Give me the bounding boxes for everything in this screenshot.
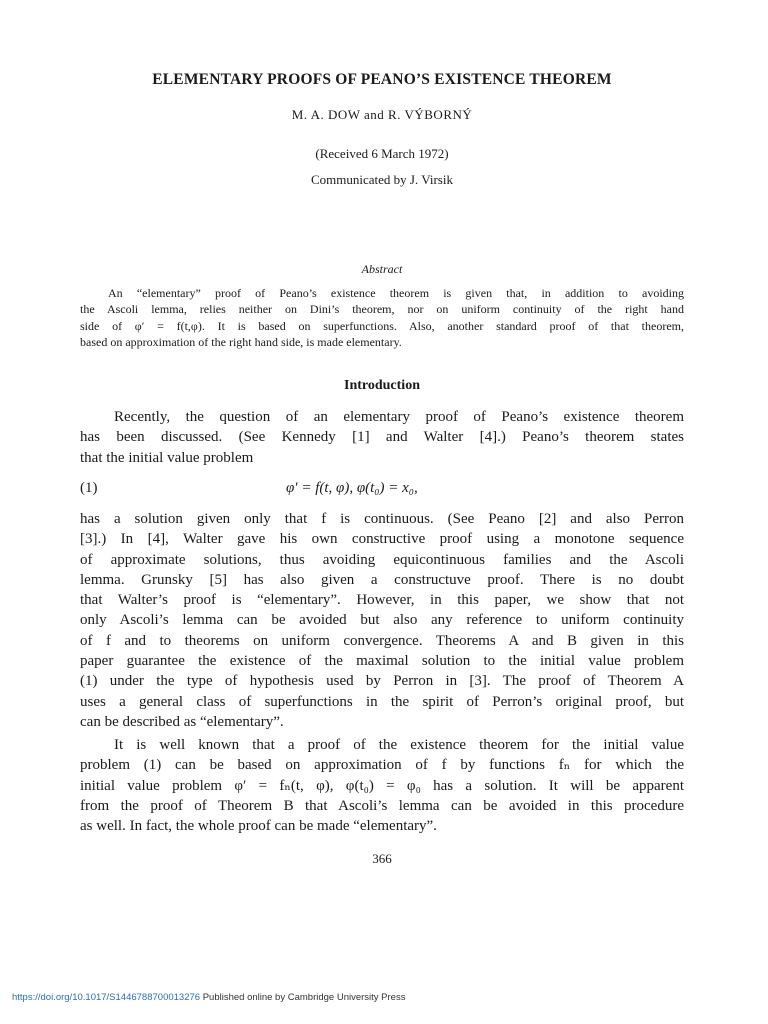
paper-title: ELEMENTARY PROOFS OF PEANO’S EXISTENCE THEOREM	[152, 71, 612, 88]
abstract-heading: Abstract	[361, 262, 403, 276]
text-line: lemma. Grunsky [5] has also given a constructuve proof. There is no doubt	[80, 571, 684, 588]
abstract-line: side of φ′ = f(t,φ). It is based on superfunctions. Also, another standard proof of that theorem,	[80, 318, 684, 333]
abstract-line: An “elementary” proof of Peano’s existence theorem is given that, in addition to avoiding	[108, 286, 684, 300]
text-line: [3].) In [4], Walter gave his own constructive proof using a monotone sequence	[80, 531, 684, 548]
publisher-note: Published online by Cambridge University Press	[200, 992, 406, 1003]
page-number: 366	[372, 851, 392, 866]
intro-paragraph-2	[80, 509, 684, 732]
text-line: that Walter’s proof is “elementary”. However, in this paper, we show that not	[80, 592, 684, 609]
equation-1	[80, 480, 684, 500]
abstract-line: the Ascoli lemma, relies neither on Dini’s theorem, nor on uniform continuity of the right hand	[80, 302, 684, 317]
communicated-by: Communicated by J. Virsik	[311, 172, 453, 187]
text-line: has a solution given only that f is continuous. (See Peano [2] and also Perron	[80, 511, 684, 527]
text-line: paper guarantee the existence of the maximal solution to the initial value problem	[80, 653, 684, 670]
intro-paragraph-3	[80, 735, 684, 836]
doi-link[interactable]: https://doi.org/10.1017/S1446788700013276	[12, 992, 201, 1003]
text-line: from the proof of Theorem B that Ascoli’s lemma can be avoided in this procedure	[80, 797, 684, 814]
paper-authors: M. A. DOW and R. VÝBORNÝ	[291, 107, 473, 122]
text-line: that the initial value problem	[80, 449, 254, 466]
text-line: problem (1) can be based on approximation of f by functions fₙ for which the	[80, 757, 684, 774]
text-line: has been discussed. (See Kennedy [1] and Walter [4].) Peano’s theorem states	[80, 429, 684, 446]
intro-paragraph-1	[80, 407, 684, 468]
abstract-body	[80, 285, 684, 350]
text-line: can be described as “elementary”.	[80, 713, 284, 730]
text-line: only Ascoli’s lemma can be avoided but also any reference to uniform continuity	[80, 612, 684, 629]
received-date: (Received 6 March 1972)	[315, 146, 449, 161]
abstract-line: based on approximation of the right hand side, is made elementary.	[80, 334, 402, 349]
text-line: initial value problem φ′ = fₙ(t, φ), φ(t₀) = φ₀ has a solution. It will be apparent	[80, 777, 684, 794]
section-heading-introduction: Introduction	[344, 378, 420, 393]
text-line: of approximate solutions, thus avoiding equicontinuous families and the Ascoli	[80, 551, 684, 568]
equation-body: φ′ = f(t, φ), φ(t₀) = x₀,	[286, 480, 418, 496]
text-line: Recently, the question of an elementary proof of Peano’s existence theorem	[114, 409, 684, 425]
text-line: (1) under the type of hypothesis used by Perron in [3]. The proof of Theorem A	[80, 673, 684, 690]
text-line: of f and to theorems on uniform convergence. Theorems A and B given in this	[80, 632, 684, 649]
text-line: It is well known that a proof of the existence theorem for the initial value	[114, 737, 684, 753]
text-line: uses a general class of superfunctions in the spirit of Perron’s original proof, but	[80, 693, 684, 710]
text-line: as well. In fact, the whole proof can be made “elementary”.	[80, 818, 437, 835]
equation-number: (1)	[80, 480, 98, 496]
footer-citation	[12, 992, 405, 1003]
